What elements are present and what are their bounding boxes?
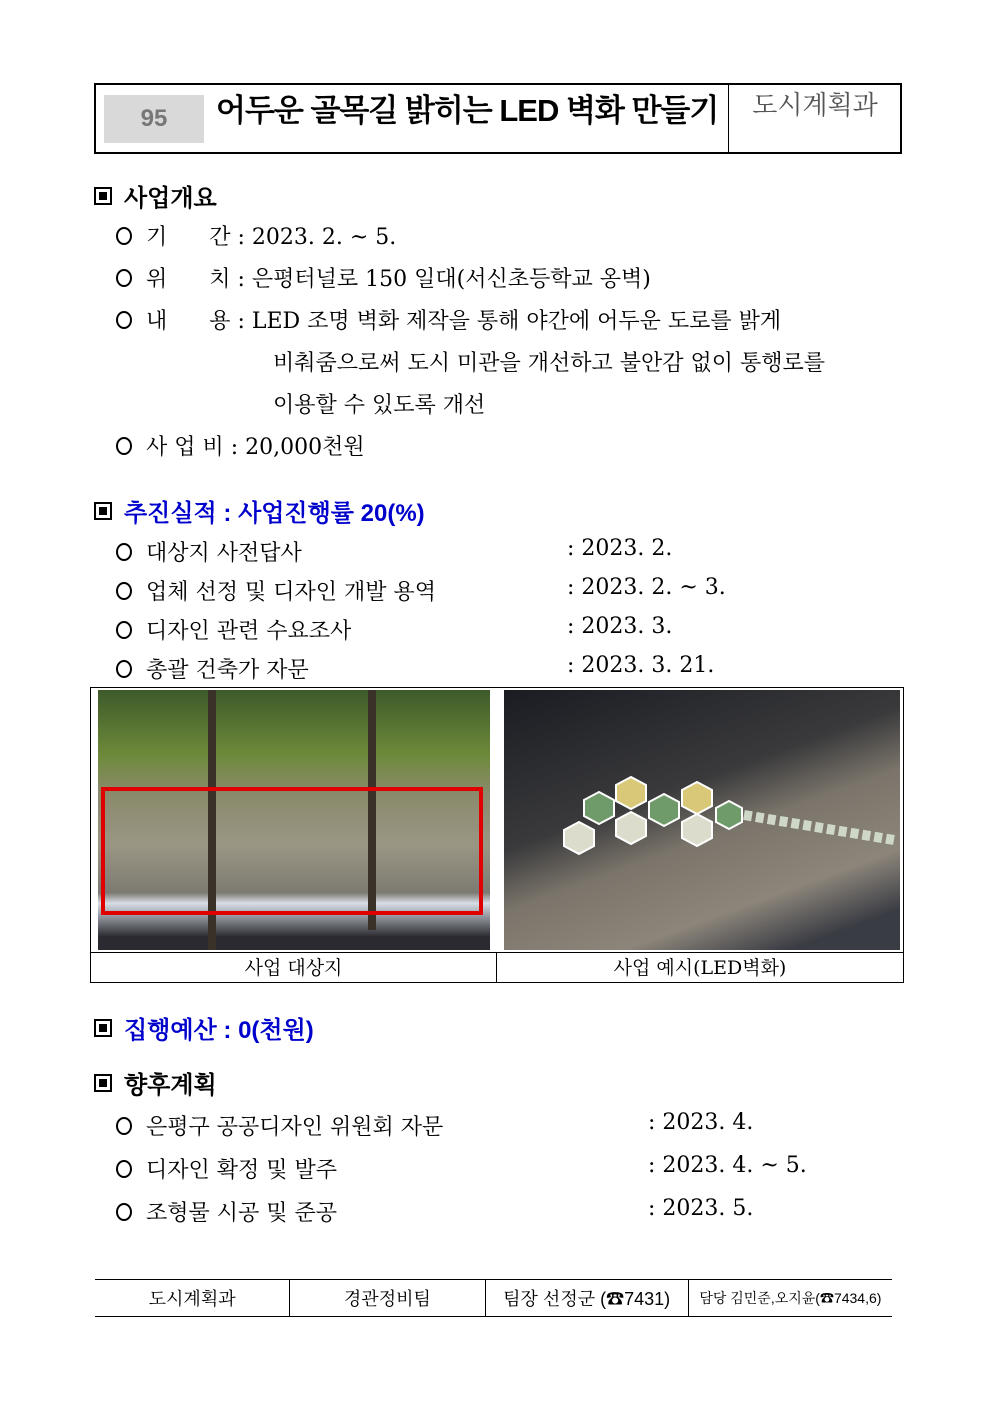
item-label: 업체 선정 및 디자인 개발 용역	[146, 580, 436, 605]
item-date: : 2023. 4.	[648, 1110, 754, 1135]
item-label: 기 간	[146, 225, 231, 250]
circle-bullet-icon	[116, 227, 132, 245]
highlight-box	[101, 787, 483, 915]
square-bullet-icon	[94, 1074, 112, 1092]
square-bullet-icon	[94, 1019, 112, 1037]
section-plan	[94, 1065, 217, 1100]
circle-bullet-icon	[116, 1203, 132, 1221]
list-item	[116, 1110, 443, 1141]
item-value: 20,000천원	[245, 435, 365, 460]
list-item: 기 간 : 2023. 2. ~ 5.	[116, 220, 396, 251]
item-value-cont: 이용할 수 있도록 개선	[273, 393, 486, 418]
item-date: : 2023. 5.	[648, 1196, 754, 1221]
circle-bullet-icon	[116, 582, 132, 600]
item-date: : 2023. 4. ~ 5.	[648, 1153, 807, 1178]
list-item	[116, 1153, 337, 1184]
item-label: 디자인 확정 및 발주	[146, 1158, 337, 1183]
section-overview	[94, 178, 217, 213]
item-label: 조형물 시공 및 준공	[146, 1201, 337, 1226]
footer-team: 경관정비팀	[290, 1280, 485, 1316]
circle-bullet-icon	[116, 437, 132, 455]
list-item: 내 용 : LED 조명 벽화 제작을 통해 야간에 어두운 도로를 밝게	[116, 304, 781, 335]
circle-bullet-icon	[116, 621, 132, 639]
section-progress	[94, 493, 425, 528]
item-value: LED 조명 벽화 제작을 통해 야간에 어두운 도로를 밝게	[251, 309, 782, 334]
list-item	[116, 614, 351, 645]
photo-table	[90, 687, 904, 983]
section-heading: 향후계획	[124, 1072, 217, 1099]
item-date: : 2023. 3. 21.	[567, 653, 715, 678]
section-budget	[94, 1010, 314, 1045]
photo-led-mural-example	[504, 690, 900, 950]
item-value-cont: 비춰줌으로써 도시 미관을 개선하고 불안감 없이 통행로를	[273, 351, 826, 376]
section-heading: 사업개요	[124, 185, 217, 212]
item-label: 내 용	[146, 309, 231, 334]
section-heading: 집행예산 : 0(천원)	[124, 1017, 314, 1044]
photo-target-site	[98, 690, 490, 950]
item-value: 은평터널로 150 일대(서신초등학교 옹벽)	[251, 267, 651, 292]
item-date: : 2023. 2. ~ 3.	[567, 575, 726, 600]
item-label: 대상지 사전답사	[146, 541, 302, 566]
section-heading: 추진실적 : 사업진행률 20(%)	[124, 500, 425, 527]
list-item	[116, 575, 436, 606]
item-date: : 2023. 3.	[567, 614, 673, 639]
hexagon-mural-illustration	[504, 690, 900, 950]
circle-bullet-icon	[116, 1117, 132, 1135]
item-label: 사 업 비	[146, 435, 224, 460]
footer-leader: 팀장 선정군 (☎7431)	[486, 1280, 689, 1316]
item-label: 디자인 관련 수요조사	[146, 619, 352, 644]
circle-bullet-icon	[116, 543, 132, 561]
circle-bullet-icon	[116, 1160, 132, 1178]
list-item	[116, 1196, 337, 1227]
item-label: 총괄 건축가 자문	[146, 658, 309, 683]
list-item	[116, 653, 309, 684]
footer-department: 도시계획과	[95, 1280, 290, 1316]
photo-caption: 사업 대상지	[91, 952, 497, 983]
item-number: 95	[104, 95, 204, 143]
list-item: 위 치 : 은평터널로 150 일대(서신초등학교 옹벽)	[116, 262, 651, 293]
circle-bullet-icon	[116, 660, 132, 678]
item-label: 위 치	[146, 267, 231, 292]
square-bullet-icon	[94, 502, 112, 520]
page-title: 어두운 골목길 밝히는 LED 벽화 만들기	[216, 93, 719, 128]
photo-caption: 사업 예시(LED벽화)	[497, 952, 903, 983]
circle-bullet-icon	[116, 311, 132, 329]
title-box	[94, 83, 902, 154]
square-bullet-icon	[94, 187, 112, 205]
circle-bullet-icon	[116, 269, 132, 287]
department-label: 도시계획과	[728, 85, 901, 152]
item-label: 은평구 공공디자인 위원회 자문	[146, 1115, 444, 1140]
footer-contact-table	[95, 1279, 892, 1317]
list-item	[116, 536, 302, 567]
item-date: : 2023. 2.	[567, 536, 673, 561]
list-item: 사 업 비 : 20,000천원	[116, 430, 365, 461]
item-value: 2023. 2. ~ 5.	[251, 225, 397, 250]
footer-staff: 담당 김민준,오지윤(☎7434,6)	[699, 1290, 882, 1306]
